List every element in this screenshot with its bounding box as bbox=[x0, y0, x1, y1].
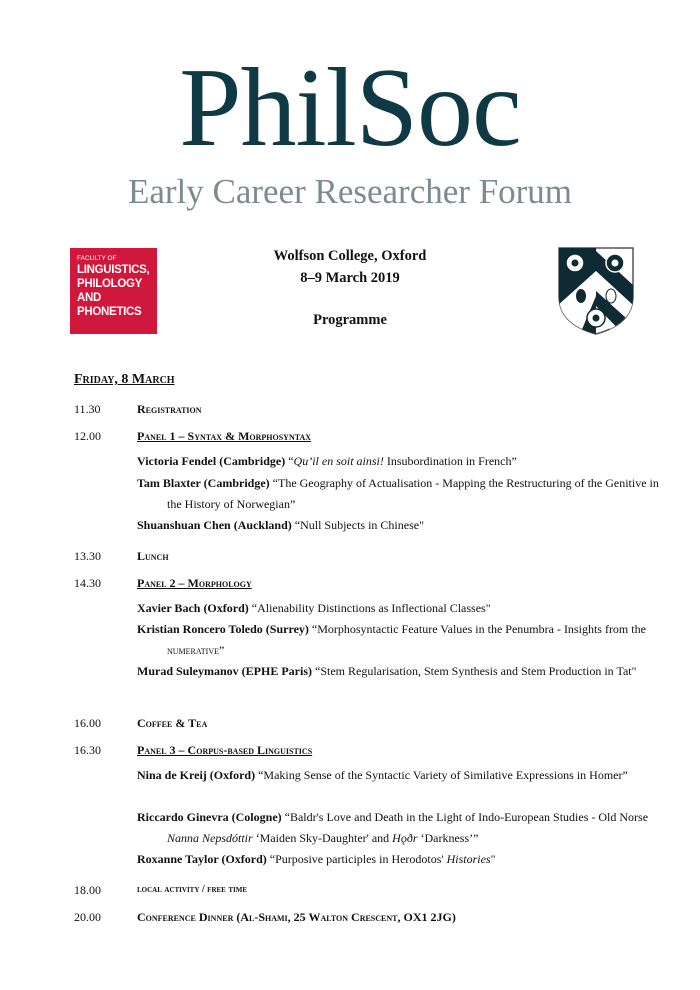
talk-title: “Purposive participles in Herodotos' bbox=[269, 852, 447, 866]
venue: Wolfson College, Oxford bbox=[273, 248, 427, 264]
talk-title: Histories bbox=[446, 852, 491, 866]
talk-title: “Morphosyntactic Feature Values in the Penumbra - Insights from the bbox=[311, 622, 646, 636]
faculty-logo-line: FACULTY OF bbox=[77, 255, 117, 262]
talk-title: " bbox=[490, 852, 496, 866]
talk-title: ‘Maiden Sky-Daughter' and bbox=[252, 831, 393, 845]
talk-speaker: Murad Suleymanov (EPHE Paris) bbox=[137, 664, 316, 678]
talk-title: “Stem Regularisation, Stem Synthesis and Stem Production in Tat" bbox=[315, 664, 637, 678]
talk-title: numerative bbox=[167, 643, 219, 657]
talk-speaker: Kristian Roncero Toledo (Surrey) bbox=[137, 622, 312, 636]
talk-speaker: Riccardo Ginevra (Cologne) bbox=[137, 810, 285, 824]
session-time: 11.30 bbox=[74, 402, 101, 416]
session-time: 16.30 bbox=[74, 743, 101, 757]
session-time: 20.00 bbox=[74, 910, 101, 924]
session-time: 14.30 bbox=[74, 576, 101, 590]
talk-title: “The Geography of Actualisation - Mapping the Restructuring of the Genitive in the History of Norwegian” bbox=[167, 476, 659, 511]
talk-speaker: Victoria Fendel (Cambridge) bbox=[137, 454, 289, 468]
talk-entry bbox=[137, 515, 662, 536]
wolfson-shield-icon bbox=[557, 246, 635, 336]
talk-title: ‘Darkness’” bbox=[417, 831, 479, 845]
talk-speaker: Nina de Kreij (Oxford) bbox=[137, 768, 259, 782]
talk-entry bbox=[137, 473, 662, 515]
talk-title: “Alienability Distinctions as Inflectional Classes" bbox=[251, 601, 491, 615]
faculty-logo bbox=[70, 248, 157, 334]
talk-title: “ bbox=[288, 454, 294, 468]
talk-entry bbox=[137, 619, 662, 661]
session-label: Panel 1 – Syntax & Morphosyntax bbox=[137, 429, 312, 443]
day-heading: Friday, 8 March bbox=[74, 372, 175, 387]
session-label: local activity / free time bbox=[137, 884, 248, 895]
talk-title: Insubordination in French” bbox=[383, 454, 517, 468]
talk-title: “Baldr's Love and Death in the Light of Indo-European Studies - Old Norse bbox=[284, 810, 649, 824]
session-time: 16.00 bbox=[74, 716, 101, 730]
talk-entry bbox=[137, 661, 662, 682]
session-label: Conference Dinner (Al-Shami, 25 Walton Crescent, OX1 2JG) bbox=[137, 910, 456, 924]
talk-speaker: Tam Blaxter (Cambridge) bbox=[137, 476, 273, 490]
faculty-logo-line: PHONETICS bbox=[77, 306, 142, 318]
faculty-logo-line: LINGUISTICS, bbox=[77, 264, 150, 276]
talk-speaker: Roxanne Taylor (Oxford) bbox=[137, 852, 270, 866]
faculty-logo-line: AND bbox=[77, 292, 102, 304]
session-label: Panel 3 – Corpus-based Linguistics bbox=[137, 743, 313, 757]
session-label: Panel 2 – Morphology bbox=[137, 576, 252, 590]
session-time: 12.00 bbox=[74, 429, 101, 443]
talk-title: Nanna Nepsdóttir bbox=[167, 831, 253, 845]
talk-title: “Null Subjects in Chinese" bbox=[294, 518, 424, 532]
talk-entry bbox=[137, 765, 662, 786]
session-label: Registration bbox=[137, 402, 202, 416]
talk-entry bbox=[137, 451, 662, 472]
talk-entry bbox=[137, 807, 662, 849]
session-label: Lunch bbox=[137, 549, 169, 563]
talk-speaker: Xavier Bach (Oxford) bbox=[137, 601, 252, 615]
session-time: 18.00 bbox=[74, 883, 101, 897]
talk-title: Qu’il en soit ainsi! bbox=[293, 454, 384, 468]
dates: 8–9 March 2019 bbox=[300, 270, 400, 286]
talk-entry bbox=[137, 849, 662, 870]
programme-heading: Programme bbox=[313, 312, 387, 328]
talk-title: Hǫðr bbox=[392, 831, 418, 845]
talk-speaker: Shuanshuan Chen (Auckland) bbox=[137, 518, 295, 532]
session-label: Coffee & Tea bbox=[137, 716, 208, 730]
forum-subtitle: Early Career Researcher Forum bbox=[127, 172, 573, 211]
faculty-logo-line: PHILOLOGY bbox=[77, 278, 143, 290]
talk-title: “Making Sense of the Syntactic Variety of Similative Expressions in Homer” bbox=[258, 768, 628, 782]
philsoc-logo-title: PhilSoc bbox=[179, 46, 521, 170]
talk-entry bbox=[137, 598, 662, 619]
session-time: 13.30 bbox=[74, 549, 101, 563]
talk-title: ” bbox=[219, 643, 225, 657]
